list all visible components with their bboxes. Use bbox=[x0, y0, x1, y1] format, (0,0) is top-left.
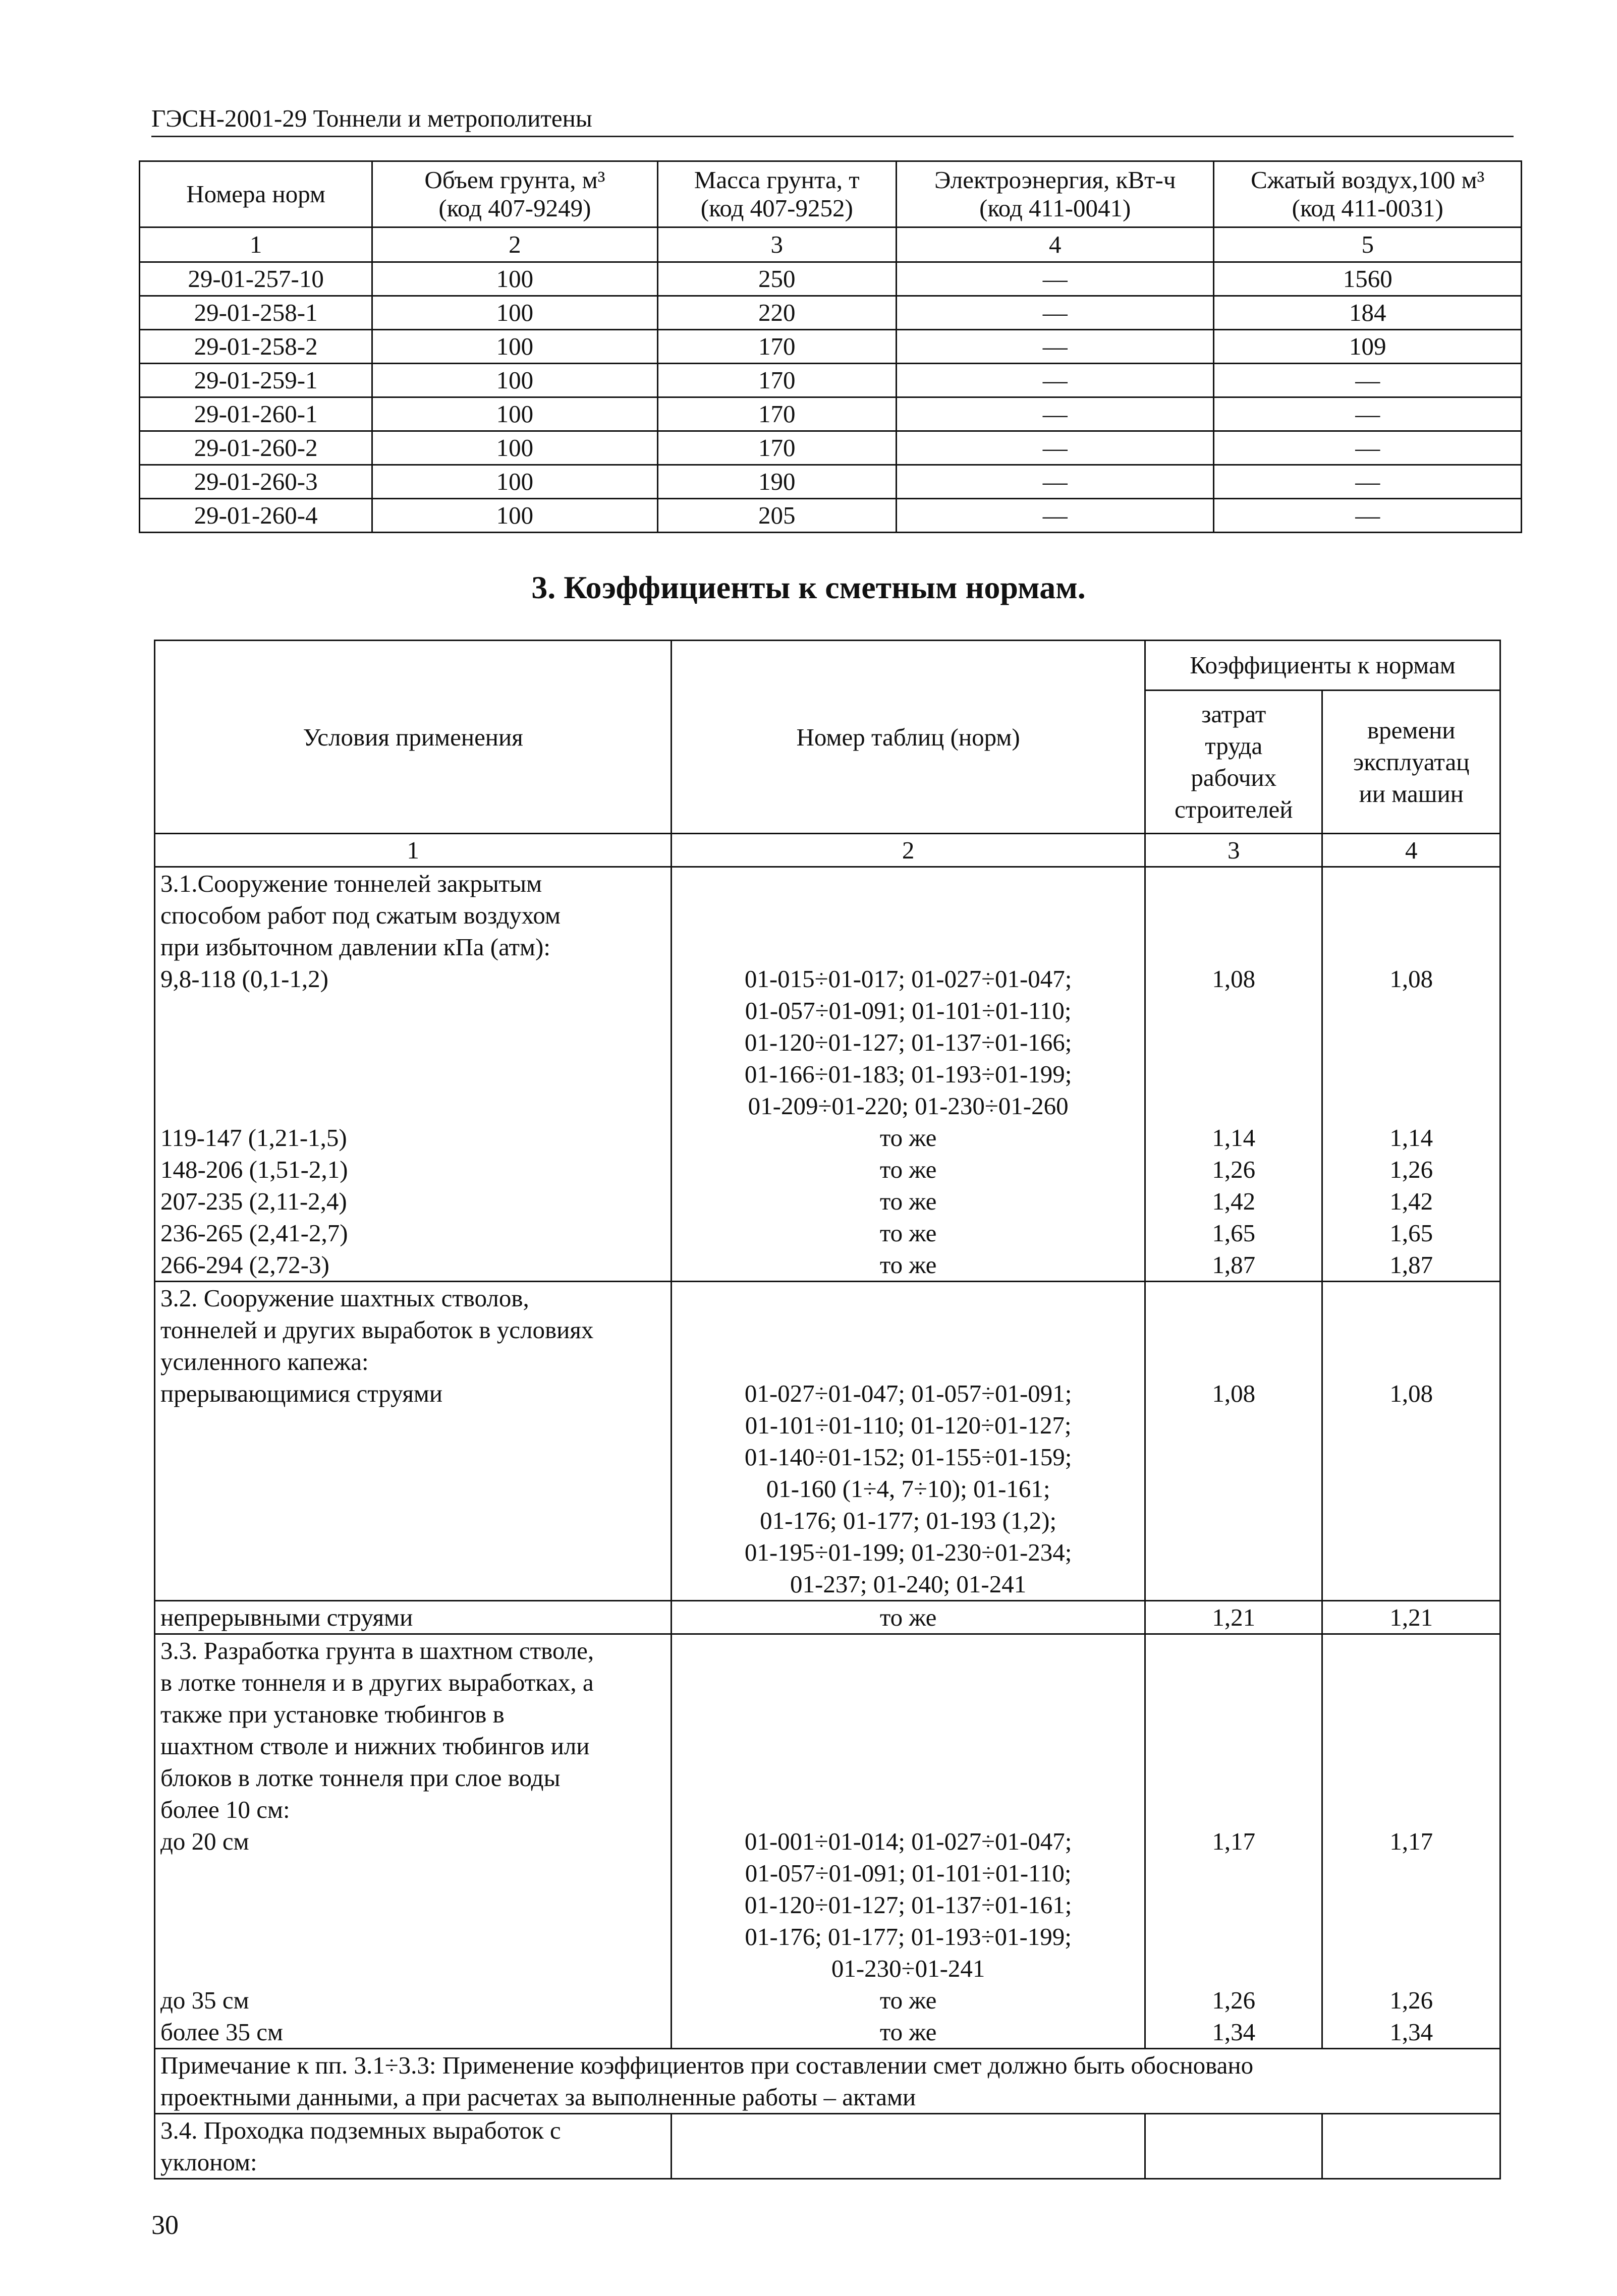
cell-line bbox=[160, 1441, 666, 1473]
cell-line bbox=[160, 1409, 666, 1441]
cell-line: 01-176; 01-177; 01-193÷01-199; bbox=[745, 1923, 1072, 1950]
cell-line: то же bbox=[879, 1124, 937, 1152]
cell-line bbox=[1150, 1953, 1318, 1984]
cell-line bbox=[1327, 1026, 1495, 1058]
cell-line bbox=[160, 1090, 666, 1122]
cell-line bbox=[1150, 1635, 1318, 1667]
resources-row bbox=[140, 296, 1522, 330]
cell-line: 3.1.Сооружение тоннелей закрытым bbox=[160, 870, 542, 897]
col-machines: времени эксплуатац ии машин bbox=[1322, 690, 1500, 834]
cell-line bbox=[1150, 1282, 1318, 1314]
cell-line: 1,08 bbox=[1389, 1380, 1433, 1407]
cell-line bbox=[1150, 1058, 1318, 1090]
cell-line: 1,34 bbox=[1389, 2018, 1433, 2046]
section-3-3-row bbox=[155, 1634, 1500, 2049]
cell-line: 01-209÷01-220; 01-230÷01-260 bbox=[748, 1092, 1069, 1120]
cell-line: усиленного капежа: bbox=[160, 1348, 369, 1375]
index-cell: 2 bbox=[372, 227, 657, 262]
resources-cell: 29-01-258-1 bbox=[140, 296, 372, 330]
cell-line bbox=[160, 1026, 666, 1058]
cell-line: до 20 см bbox=[160, 1827, 249, 1855]
cell-line bbox=[1150, 1441, 1318, 1473]
cell-line: 1,08 bbox=[1389, 965, 1433, 993]
resources-header-row bbox=[140, 161, 1522, 227]
section-3-2-continuous-row bbox=[155, 1601, 1500, 1634]
resources-cell: — bbox=[897, 296, 1214, 330]
cell-line bbox=[160, 1058, 666, 1090]
cell-line: 1,08 bbox=[1212, 1380, 1256, 1407]
cell-line bbox=[1327, 1921, 1495, 1953]
cell-line bbox=[1150, 1505, 1318, 1536]
cell-line bbox=[1327, 868, 1495, 899]
note-text: Примечание к пп. 3.1÷3.3: Применение коэффициентов при составлении смет должно быть обосновано проектными данными, а при расчетах за выполненные работы – актами bbox=[155, 2049, 1500, 2114]
resources-row bbox=[140, 431, 1522, 465]
cell-line: более 35 см bbox=[160, 2018, 283, 2046]
continuous-jets-tables: то же bbox=[672, 1601, 1145, 1634]
section-3-1-labor bbox=[1145, 867, 1322, 1282]
cell-line: 1,65 bbox=[1212, 1219, 1256, 1247]
resources-cell: 190 bbox=[657, 465, 896, 499]
resources-row bbox=[140, 330, 1522, 364]
resources-cell: — bbox=[897, 397, 1214, 431]
col-soil-mass: Масса грунта, т (код 407-9252) bbox=[657, 161, 896, 227]
cell-line bbox=[1327, 1730, 1495, 1762]
cell-line: 01-101÷01-110; 01-120÷01-127; bbox=[745, 1411, 1072, 1439]
resources-cell: 100 bbox=[372, 499, 657, 533]
coef-index-row bbox=[155, 834, 1500, 867]
cell-line bbox=[1150, 899, 1318, 931]
cell-line bbox=[1327, 1058, 1495, 1090]
section-3-2-row bbox=[155, 1282, 1500, 1601]
cell-line bbox=[676, 868, 1140, 899]
section-3-3-tables bbox=[672, 1634, 1145, 2049]
cell-line bbox=[160, 1536, 666, 1568]
cell-line: 1,14 bbox=[1212, 1124, 1256, 1152]
cell-line: 01-015÷01-017; 01-027÷01-047; bbox=[744, 965, 1072, 993]
cell-line: 3.2. Сооружение шахтных стволов, bbox=[160, 1284, 529, 1312]
cell-line bbox=[1150, 1889, 1318, 1921]
resources-cell: — bbox=[897, 364, 1214, 397]
col-compressed-air: Сжатый воздух,100 м³ (код 411-0031) bbox=[1214, 161, 1522, 227]
cell-line bbox=[1327, 1635, 1495, 1667]
cell-line: 01-120÷01-127; 01-137÷01-166; bbox=[744, 1028, 1072, 1056]
cell-line bbox=[1150, 1346, 1318, 1377]
cell-line: 266-294 (2,72-3) bbox=[160, 1251, 329, 1279]
cell-line: 01-166÷01-183; 01-193÷01-199; bbox=[744, 1060, 1072, 1088]
cell-line: 1,42 bbox=[1389, 1187, 1433, 1215]
cell-line: также при установке тюбингов в bbox=[160, 1700, 505, 1728]
cell-line: 1,87 bbox=[1212, 1251, 1256, 1279]
cell-line: блоков в лотке тоннеля при слое воды bbox=[160, 1764, 561, 1792]
col-norm-numbers: Номера норм bbox=[140, 161, 372, 227]
resources-cell: — bbox=[1214, 499, 1522, 533]
section-3-1-tables bbox=[672, 867, 1145, 1282]
cell-line: прерывающимися струями bbox=[160, 1380, 443, 1407]
cell-line bbox=[160, 1857, 666, 1889]
cell-line bbox=[1150, 1536, 1318, 1568]
resources-row bbox=[140, 499, 1522, 533]
resources-cell: 170 bbox=[657, 364, 896, 397]
resources-cell: — bbox=[1214, 431, 1522, 465]
section-3-4-machines bbox=[1322, 2114, 1500, 2179]
cell-line bbox=[1150, 1026, 1318, 1058]
cell-line bbox=[1150, 1698, 1318, 1730]
cell-line bbox=[1327, 1953, 1495, 1984]
cell-line bbox=[1150, 1794, 1318, 1825]
cell-line: при избыточном давлении кПа (атм): bbox=[160, 933, 550, 961]
col-soil-volume: Объем грунта, м³ (код 407-9249) bbox=[372, 161, 657, 227]
cell-line bbox=[1327, 1536, 1495, 1568]
cell-line: 119-147 (1,21-1,5) bbox=[160, 1124, 347, 1152]
resources-cell: 29-01-260-3 bbox=[140, 465, 372, 499]
cell-line bbox=[676, 1730, 1140, 1762]
section-3-1-conditions bbox=[155, 867, 672, 1282]
cell-line bbox=[1327, 1568, 1495, 1600]
cell-line: 01-176; 01-177; 01-193 (1,2); bbox=[760, 1507, 1057, 1534]
col-electricity: Электроэнергия, кВт-ч (код 411-0041) bbox=[897, 161, 1214, 227]
cell-line bbox=[676, 1282, 1140, 1314]
cell-line bbox=[1327, 899, 1495, 931]
cell-line bbox=[1327, 1762, 1495, 1794]
cell-line: до 35 см bbox=[160, 1986, 249, 2014]
section-3-1-row bbox=[155, 867, 1500, 1282]
cell-line bbox=[676, 1314, 1140, 1346]
cell-line: способом работ под сжатым воздухом bbox=[160, 901, 561, 929]
cell-line bbox=[1150, 1667, 1318, 1698]
resources-cell: — bbox=[897, 330, 1214, 364]
cell-line bbox=[676, 1794, 1140, 1825]
cell-line bbox=[1327, 1346, 1495, 1377]
page-header: ГЭСН-2001-29 Тоннели и метрополитены bbox=[151, 103, 1514, 137]
cell-line bbox=[1150, 1090, 1318, 1122]
cell-line: 01-160 (1÷4, 7÷10); 01-161; bbox=[766, 1475, 1050, 1503]
cell-line bbox=[1150, 1473, 1318, 1505]
cell-line bbox=[676, 1635, 1140, 1667]
cell-line bbox=[1150, 1314, 1318, 1346]
section-3-3-machines bbox=[1322, 1634, 1500, 2049]
cell-line: 01-230÷01-241 bbox=[831, 1955, 985, 1982]
cell-line bbox=[160, 1921, 666, 1953]
section-3-2-machines bbox=[1322, 1282, 1500, 1601]
resources-row bbox=[140, 397, 1522, 431]
cell-line bbox=[1327, 1889, 1495, 1921]
cell-line bbox=[1327, 1698, 1495, 1730]
resources-cell: — bbox=[1214, 465, 1522, 499]
cell-line: 1,26 bbox=[1389, 1986, 1433, 2014]
cell-line bbox=[160, 1505, 666, 1536]
resources-cell: 109 bbox=[1214, 330, 1522, 364]
section-3-1-machines bbox=[1322, 867, 1500, 1282]
cell-line bbox=[1327, 1667, 1495, 1698]
resources-cell: 184 bbox=[1214, 296, 1522, 330]
cell-line: в лотке тоннеля и в других выработках, а bbox=[160, 1669, 594, 1696]
cell-line: то же bbox=[879, 1986, 937, 2014]
cell-line bbox=[1327, 1314, 1495, 1346]
cell-line bbox=[1327, 1441, 1495, 1473]
cell-line: 01-237; 01-240; 01-241 bbox=[790, 1570, 1027, 1598]
cell-line: 236-265 (2,41-2,7) bbox=[160, 1219, 348, 1247]
cell-line bbox=[1327, 1857, 1495, 1889]
cell-line bbox=[1327, 1282, 1495, 1314]
resources-cell: 100 bbox=[372, 330, 657, 364]
cell-line bbox=[1327, 1409, 1495, 1441]
resources-cell: — bbox=[897, 431, 1214, 465]
cell-line: то же bbox=[879, 2018, 937, 2046]
resources-cell: 29-01-260-4 bbox=[140, 499, 372, 533]
resources-cell: 100 bbox=[372, 364, 657, 397]
cell-line: 01-057÷01-091; 01-101÷01-110; bbox=[745, 1859, 1072, 1887]
continuous-jets-label: непрерывными струями bbox=[155, 1601, 672, 1634]
index-cell: 3 bbox=[1145, 834, 1322, 867]
index-cell: 3 bbox=[657, 227, 896, 262]
section-3-2-labor bbox=[1145, 1282, 1322, 1601]
resources-cell: — bbox=[897, 465, 1214, 499]
coefficients-table bbox=[154, 640, 1501, 2179]
resources-cell: 250 bbox=[657, 262, 896, 296]
cell-line: 1,17 bbox=[1389, 1827, 1433, 1855]
section-3-3-labor bbox=[1145, 1634, 1322, 2049]
cell-line bbox=[1327, 931, 1495, 963]
cell-line: 1,65 bbox=[1389, 1219, 1433, 1247]
cell-line: шахтном стволе и нижних тюбингов или bbox=[160, 1732, 590, 1760]
col-coefficients: Коэффициенты к нормам bbox=[1145, 641, 1500, 691]
cell-line: 3.3. Разработка грунта в шахтном стволе, bbox=[160, 1637, 594, 1664]
cell-line: 01-001÷01-014; 01-027÷01-047; bbox=[744, 1827, 1072, 1855]
cell-line bbox=[160, 995, 666, 1026]
cell-line: то же bbox=[879, 1251, 937, 1279]
resources-cell: 100 bbox=[372, 431, 657, 465]
resources-cell: 220 bbox=[657, 296, 896, 330]
col-labor: затрат труда рабочих строителей bbox=[1145, 690, 1322, 834]
page-number: 30 bbox=[151, 2210, 179, 2240]
resources-cell: — bbox=[897, 262, 1214, 296]
section-title: 3. Коэффициенты к сметным нормам. bbox=[531, 569, 1086, 605]
continuous-jets-machines: 1,21 bbox=[1322, 1601, 1500, 1634]
index-cell: 1 bbox=[155, 834, 672, 867]
cell-line bbox=[1150, 1921, 1318, 1953]
resources-cell: 29-01-257-10 bbox=[140, 262, 372, 296]
resources-cell: 170 bbox=[657, 431, 896, 465]
continuous-jets-labor: 1,21 bbox=[1145, 1601, 1322, 1634]
cell-line bbox=[676, 899, 1140, 931]
cell-line: 01-057÷01-091; 01-101÷01-110; bbox=[745, 997, 1072, 1024]
section-3-3-conditions bbox=[155, 1634, 672, 2049]
cell-line: 1,87 bbox=[1389, 1251, 1433, 1279]
cell-line: 01-140÷01-152; 01-155÷01-159; bbox=[744, 1443, 1072, 1471]
cell-line bbox=[160, 1953, 666, 1984]
cell-line: то же bbox=[879, 1156, 937, 1183]
cell-line: 1,34 bbox=[1212, 2018, 1256, 2046]
cell-line: 207-235 (2,11-2,4) bbox=[160, 1187, 347, 1215]
cell-line: 01-027÷01-047; 01-057÷01-091; bbox=[744, 1380, 1072, 1407]
note-row bbox=[155, 2049, 1500, 2114]
resources-cell: — bbox=[897, 499, 1214, 533]
resources-cell: 100 bbox=[372, 262, 657, 296]
cell-line: то же bbox=[879, 1187, 937, 1215]
cell-line bbox=[676, 1698, 1140, 1730]
index-cell: 1 bbox=[140, 227, 372, 262]
cell-line bbox=[1327, 1794, 1495, 1825]
resources-cell: 170 bbox=[657, 330, 896, 364]
index-cell: 2 bbox=[672, 834, 1145, 867]
cell-line: 1,42 bbox=[1212, 1187, 1256, 1215]
resources-cell: 205 bbox=[657, 499, 896, 533]
cell-line bbox=[160, 1473, 666, 1505]
cell-line: то же bbox=[879, 1219, 937, 1247]
section-3-4-labor bbox=[1145, 2114, 1322, 2179]
cell-line bbox=[1150, 1762, 1318, 1794]
resources-cell: 29-01-260-2 bbox=[140, 431, 372, 465]
cell-line: 1,26 bbox=[1212, 1986, 1256, 2014]
cell-line bbox=[1327, 1505, 1495, 1536]
cell-line bbox=[676, 1346, 1140, 1377]
cell-line: 1,17 bbox=[1212, 1827, 1256, 1855]
resources-cell: — bbox=[1214, 364, 1522, 397]
resources-row bbox=[140, 364, 1522, 397]
resources-cell: 100 bbox=[372, 465, 657, 499]
cell-line bbox=[1150, 868, 1318, 899]
cell-line: 1,26 bbox=[1212, 1156, 1256, 1183]
col-table-numbers: Номер таблиц (норм) bbox=[672, 641, 1145, 834]
index-cell: 4 bbox=[1322, 834, 1500, 867]
index-cell: 5 bbox=[1214, 227, 1522, 262]
resources-cell: — bbox=[1214, 397, 1522, 431]
cell-line bbox=[676, 1667, 1140, 1698]
cell-line bbox=[1150, 995, 1318, 1026]
cell-line: 1,08 bbox=[1212, 965, 1256, 993]
cell-line: тоннелей и других выработок в условиях bbox=[160, 1316, 594, 1344]
section-3-4-tables bbox=[672, 2114, 1145, 2179]
resources-cell: 1560 bbox=[1214, 262, 1522, 296]
section-3-4-row bbox=[155, 2114, 1500, 2179]
cell-line bbox=[1150, 1857, 1318, 1889]
cell-line: 148-206 (1,51-2,1) bbox=[160, 1156, 348, 1183]
cell-line bbox=[1150, 1730, 1318, 1762]
cell-line bbox=[1327, 1473, 1495, 1505]
cell-line bbox=[1150, 931, 1318, 963]
cell-line: 1,14 bbox=[1389, 1124, 1433, 1152]
cell-line bbox=[160, 1568, 666, 1600]
resources-cell: 100 bbox=[372, 296, 657, 330]
resources-table bbox=[139, 160, 1522, 533]
resources-cell: 29-01-258-2 bbox=[140, 330, 372, 364]
cell-line: 01-195÷01-199; 01-230÷01-234; bbox=[744, 1538, 1072, 1566]
resources-index-row bbox=[140, 227, 1522, 262]
col-conditions: Условия применения bbox=[155, 641, 672, 834]
cell-line bbox=[160, 1889, 666, 1921]
cell-line: 01-120÷01-127; 01-137÷01-161; bbox=[744, 1891, 1072, 1919]
cell-line: 1,26 bbox=[1389, 1156, 1433, 1183]
cell-line: более 10 см: bbox=[160, 1796, 290, 1823]
resources-cell: 170 bbox=[657, 397, 896, 431]
section-3-2-tables bbox=[672, 1282, 1145, 1601]
resources-cell: 29-01-259-1 bbox=[140, 364, 372, 397]
section-3-2-conditions bbox=[155, 1282, 672, 1601]
resources-row bbox=[140, 465, 1522, 499]
resources-row bbox=[140, 262, 1522, 296]
section-3-4-conditions: 3.4. Проходка подземных выработок с уклоном: bbox=[155, 2114, 672, 2179]
cell-line bbox=[1150, 1568, 1318, 1600]
coef-header-row-1 bbox=[155, 641, 1500, 691]
cell-line bbox=[1327, 995, 1495, 1026]
cell-line bbox=[1150, 1409, 1318, 1441]
index-cell: 4 bbox=[897, 227, 1214, 262]
cell-line bbox=[1327, 1090, 1495, 1122]
resources-cell: 100 bbox=[372, 397, 657, 431]
resources-cell: 29-01-260-1 bbox=[140, 397, 372, 431]
cell-line bbox=[676, 931, 1140, 963]
cell-line bbox=[676, 1762, 1140, 1794]
cell-line: 9,8-118 (0,1-1,2) bbox=[160, 965, 328, 993]
